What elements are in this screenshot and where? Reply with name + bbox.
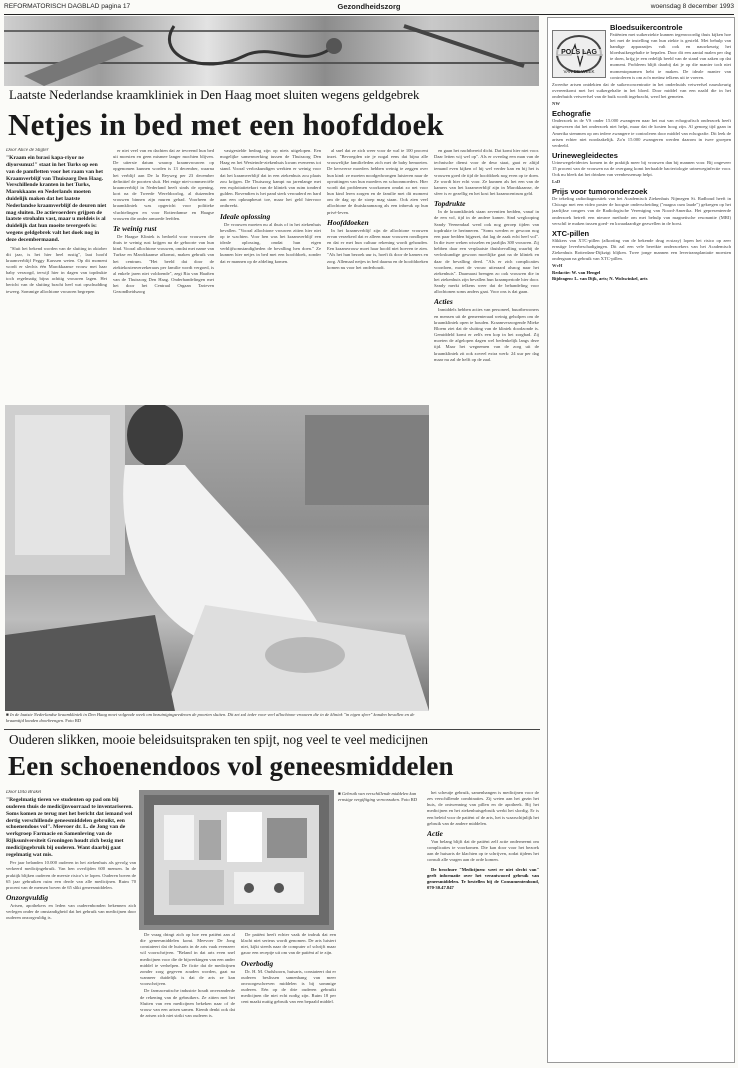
article1-subhead-hoofddoeken: Hoofddoeken xyxy=(327,217,369,227)
section-title: Gezondheidszorg xyxy=(337,2,401,11)
banner-illustration xyxy=(4,16,539,86)
article2-headline: Een schoenendoos vol geneesmiddelen xyxy=(8,751,454,781)
article1-col1-text: "Sluit het bekend worden van de sluiting in oktober dit jaar, is het hier heel rustig", laat hoofd kraamverblijf Peggy Karssen weten. Op dit moment wordt er slechts één Marokkaanse vrouw met haar baby verzorgd, terwijl hier in dagen van topdrukte toch regelmatig bijna achttig vrouwen lagen. Het bericht van de sluiting bracht heel wat opschudding teweeg. Sommige allochtone vrouwen begrepen xyxy=(6,245,107,294)
article1-subhead-rust: Te weinig rust xyxy=(113,223,157,233)
article2-column-3 xyxy=(241,932,336,1064)
stethoscope-icon xyxy=(4,16,539,86)
article1-col5-text: en gaan het nachtbereid dicht. Dat komt hier niet voor. Daar letten wij wel op". Als er overdag een man van de technische dienst voor de deur staat, gaat er altijd iemand even kijken of hij wel verder kan en bij het is vrouwen goed de tijd de hoofddoek nog even op te doen. Ze wordt hier echt voor. Ze kunnen als het een van de kamers van het kraamverblijf zijn in Marokkaanse, de sfeer is er gezellig en het kost het kraamcentrum geld. xyxy=(434,148,539,197)
sidebar-title-bloedsuiker: Bloedsuikercontrole xyxy=(610,23,683,32)
article1-subhead-topdrukte: Topdrukte xyxy=(434,199,466,209)
sidebar-sig-3: LsD xyxy=(552,179,561,185)
article1-column-1 xyxy=(6,148,107,405)
sidebar-title-echografie: Echografie xyxy=(552,109,591,119)
article2-col3-text: De patiënt heeft echter vaak de indruk dat een klacht niet serieus wordt genomen. De arts luistert niet, kijkt steeds naar de computer of schrijft maar gauw een receptje uit om van de patiënt af te zijn. xyxy=(241,932,336,956)
article2-col4-text: het scheutje gebruik, samenhangen is medicijnen voor de zes verschillende combinaties. Zij weten aan het gezin het huis, de ontwenning van pillen en de apotheek. Bij het medicijnen en het ziekenhuisgebruik werkt het slordig. Er is een beleid voor de patiënt of de arts, het is waarschijnlijk het gebruik van de andere middelen. xyxy=(427,790,539,826)
sidebar-text-prijs: De tekeling radiodiagnostiek van het Academisch Ziekenhuis Nijmegen St. Radboud heeft in Chicago met een video poster de hoogste onderscheiding ("magna cum laude") gekregen op het jaarlijkse congres van de Radiologische Vereniging van Noord-Amerika. Het gepresenteerde onderzoek betreft een nieuwe methode om met behulp van magnetische resonantie (MRI) verschil te maken tussen goed- en kwaadaardige gezwellen in de borst. xyxy=(552,196,731,226)
photo1-caption-block xyxy=(6,712,428,726)
article1-byline: Door Alice de Stigter xyxy=(6,148,49,153)
article1-intro: "Kraam ein bırasi kapa-riyor ne diyorsunuz!" staat in het Turks op een van de pamfletten voor het raam van het Kraamverblijf van Thuiszorg Den Haag. Verschillende kranten in het Turks, Marokkaans en Nederlands moeten duidelijk maken dat het laatste Nederlandse kraamverblijf de deuren niet mag sluiten. De actievoerders grijpen de laatste strohalm vast, maar u meldeis is al duidelijk dat hun moeite tevergeefs is: wegens geldgebrek valt het doek nog in deze decembermaand. xyxy=(6,155,107,243)
sidebar-text-echografie: Onderzoek in de VS onder 15.000 zwangeren naar het nut van echografisch onderzoek heeft uitgewezen dat het onderzoek niet helpt, maar dat de kosten hoog zijn. Al genoeg tijd gaan in Amerika stemmen op om iedere zwangere te controleren door middel van echografie. Dit leek de artsen echter niet noodzakelijk. Zo'n 15.000 zwangeren werden daarom in twee groepen verdeeld. xyxy=(552,118,731,148)
article2-column-1 xyxy=(6,790,136,1064)
sidebar-text-bloedsuiker-2: Zweedse artsen ontdekten dat de suikerconcentratie in het onderhuids vetweefsel nauwkeurig overeenkomt met het suikergehalte in het bloed. Door middel van een naald die in het onderhuids vetweefsel van de buik wordt ingebracht, werd het gemeten. xyxy=(552,82,731,100)
issue-date: woensdag 8 december 1993 xyxy=(650,3,734,10)
brochure-info: De brochure "Medicijnen: weet er niet slecht van" geeft informatie over het verantwoord gebruik van geneesmiddelen. Te bestellen bij de Consumentenbond, 070-30.47.847 xyxy=(427,866,539,891)
article2-col4b-text: Van belang blijft dat de patiënt zelf actie onderneemt om complicaties te voorkomen. Die kan door voor het bezoek aan de huisarts de klachten op te schrijven, zodat tijdens het consult alle vragen aan de orde komen. xyxy=(427,838,539,863)
article2-intro: "Regelmatig tieren we studenten op pad om bij ouderen thuis de medicijnvoorraad te inventariseren. Soms komen ze terug met het bericht dat iemand wel dertig verschillende geneesmiddelen gebruikt, een schoenendoos vol". Meevoer dr. L. de Jong van de werkgroep Farmacie en Samenleving van de Rijksuniversiteit Groningen houdt zich bezig met medicijngebruik bij ouderen. Want daarbij gaat regelmatig wat mis. xyxy=(6,797,133,858)
article2-col2b-text: De farmaceutische industrie houdt onveranderde de rekening van de gebruikers. Ze zitten met het Sluiten van een medicijnen bekeken naar of de vrouw van een artsen samen. Kiemb denkt ook dat de artsen zich niet strikt van ouderen is. xyxy=(140,988,235,1019)
article1-column-4 xyxy=(327,148,428,405)
article2-kicker: Ouderen slikken, mooie beleidsuitspraken ten spijt, nog veel te veel medicijnen xyxy=(9,732,428,747)
article1-col2b-text: De Haagse Kliniek is bedoeld voor vrouwen die thuis te weinig rust krijgen na de geboorte van hun kind. Vooral allochtone vrouwen, omdat met name van Turkse en Marokkaanse afkomst, maken gebruik van het centrum. "Het beeld dat door de ziektekostenverzekeraars per familie wordt vergoed, is al enkele jaren niet voldoende", zegt Ria van Haaften van de Thuiszorg Den Haag. Onderhandelingen met het door het Centraal Orgaan Tarieven Gezondheidszorg xyxy=(113,233,214,295)
article1-column-5 xyxy=(434,148,539,728)
article2-col2-text: De vraag dringt zich op hoe een patiënt aan al die geneesmiddelen komt. Meevoer De Jong constateert dat de huisarts in de arts vaak evenzeer wil voorschrijven. "Beland in dat arts even snel medicijnen voor die de bijwerkingen van een ander middel te verhelpen. De fictie dat de medicijnen zonder zorg gegeven zouden worden, gaat na wanneer duidelijk is dat de arts ze kan voorschrijven. xyxy=(140,932,235,987)
article1-kicker: Laatste Nederlandse kraamkliniek in Den Haag moet sluiten wegens geldgebrek xyxy=(9,88,420,102)
medicijnen-photo xyxy=(139,790,334,930)
sidebar-sig-5: WvH xyxy=(552,263,563,269)
article2-subhead-actie: Actie xyxy=(427,828,443,838)
sidebar-title-prijs: Prijs voor tumoronderzoek xyxy=(552,187,648,197)
article2-col1b-text: Artsen, apothekers en leden van ouderenbonden bekennen zich verlegen onder de omstandigheid dat het gebruik van medicijnen door ouderen onzorgvuldig is. xyxy=(6,903,136,921)
article1-col4-text: al snel dat ze zich weer voor de wal te 100 procent inzet. "Bevoegden zie je nogal eens dat bijna alle vrouwelijke familieleden zich met de baby bemoeien. De kersverse moeders hebben weinig te zeggen over hun kind: ze moeten noodgedwongen luisteren naar de opvattingen van hun moeders en schoonmoeders. Hier wordt dat problemen voorkomen omdat zo net voor hun kind leren zorgen en de familie met dit moment om de dag op de stoep mag staan. Ook zien veel allochtone de thuiskraamzorg als een inbreuk op hun privé-leven. xyxy=(327,148,428,215)
sidebar-credits: Redactie: W. van Hengel Bijdragen: L. van Dijk, arts; N. Wolswinkel, arts xyxy=(552,270,648,282)
sidebar-text-bloedsuiker: Patiënten met suikerziekte kunnen tegenwoordig thuis kijken hoe het met de instelling van hun ziekte is gesteld. Met behulp van handige apparaatjes valt ook en nauwkeurig het bloedsuikergehalte te bepalen. Door dit een aantal malen per dag te doen, krijg je een redelijk beeld van de stand van zaken op dat moment. Probleem blijft daarbij dat je op die manier toch niet momentopnamen hebt te maken. De ideale manier van controleren is om zo'n meting telkens uit te voeren. xyxy=(610,32,731,79)
article2-column-2 xyxy=(140,932,235,1064)
article1-subhead-acties: Acties xyxy=(434,297,453,307)
caption-bullet-icon: ■ xyxy=(6,712,10,717)
sidebar-title-xtc: XTC-pillen xyxy=(552,228,590,238)
article2-column-4 xyxy=(427,790,539,1064)
sidebar-sig-1: NW xyxy=(552,101,560,107)
caption-bullet-icon: ■ xyxy=(338,791,342,796)
photo1-credit: Foto RD xyxy=(65,717,82,723)
article1-subhead-ideale: Ideale oplossing xyxy=(220,211,271,221)
sidebar-text-urineweg: Urinewegeleidectes komen in de praktijk meer bij vrouwen dan bij mannen voor. Bij ongeveer 15 procent van de vrouwen na de overgang komt herhaalde bacteriologie urineweginfectie voor. Ook nu bleek dat het drinken van veenbessensap helpt. xyxy=(552,159,731,178)
article2-byline: Door Dita Brakel xyxy=(6,790,42,795)
article1-col5b-text: In de kraamkliniek staan zeventien bedden, vanaf in de een vol, tijd in de andere kamer. Sind weglooping Sandy Veenendaal werd ook nog geroep tijden van topdrukte te herinneren. "Soms werden er gewoon nog een paar bedden bijgezet, dat lag de zaak echt heel vol". In die twee weken wisselen en jaarlijks 300 vrouwen. Zij hebben daar een verplaatste thuisbevalling waarbij de verloskundige gewoon moeilijke gaat na de kliniek en daar de bevalling deed. "Als er zich complicaties voordoen, moet de vrouw uiteraard alsnog naar het ziekenhuis". Daarnaast brengen zo ook vrouwen die in het ziekenhuis zijn bevallen hun kraamperiode hier door. Sandy merkt telkens weer dat de behandeling voor allochtonen soms anders gaat. Voor ons is dat gaan. xyxy=(434,209,539,295)
photo1-caption: In de laatste Nederlandse kraamkliniek in Den Haag moet volgende week om bezuinigingsredenen de poorten sluiten. Dit zet zal ieder voor veel allochtone vrouwen die in de kliniek "in eigen sfeer" konden bevallen en de kraamtijd konden doorbrengen. xyxy=(6,712,415,723)
article1-col5c-text: Inmiddels hebben acties van personeel, buurtbewoners en mensen uit de gemeenteraad weinig geholpen om de kraamkliniek open te houden. Kraamverzorgende Mieke Bloem ziet dat de sluiting van de kliniek doodzonde is. Gemiddeld komt er zelfs een kop in het zorgbad. Zij moeten de afgelopen dagen wel bedenkelijk langs deze tijd. Maar het wegnemen van de zorg uit de kraamkliniek zit ook zoveel extra werk: 24 uur per dag maar nu zal de helft op de zaal. xyxy=(434,307,539,362)
pill-box-image xyxy=(139,790,334,930)
kraamkliniek-photo xyxy=(5,405,429,711)
article1-column-2 xyxy=(113,148,214,405)
article1-column-3 xyxy=(220,148,321,405)
article2-subhead-onzorgvuldig: Onzorgvuldig xyxy=(6,893,49,903)
header-rule xyxy=(4,14,734,15)
article1-col3-text: vastgestelde bedrag zijn op niets uitgelopen. Een mogelijke samenwerking tussen de Thuiszorg Den Haag en het Westeinde-ziekenhuis kwam eveneens tot stand. Vooral verloskundigen werkten er weinig voor dat het kraamverblijf dat in een ziekenhuis zou plaats zou krijgen. De Thuiszorg kampt na jarenlange met een exploitatietekort van de kliniek van ruim tonderd gulden. Bovendien is het pand sterk verouderd en hard aan een opknapbeurt toe, maar het geld hiervoor ontbreekt. xyxy=(220,148,321,209)
photo2-caption-block xyxy=(338,791,421,813)
sidebar-column xyxy=(552,82,731,1062)
article1-col3b-text: De vrouwen moeten nu al thuis of in het ziekenhuis bevallen. "Vooral allochtone vrouwen zitten hier niet op te wachten. Voor hen was het kraamverblijf een ideale oplossing, omdat hun eigen verblijfsomstandigheden de bevalling hen doen." Ze kunnen hier netjes in bed met een hoofddoek, zonder dat er mannen op de afdeling komen. xyxy=(220,221,321,264)
sidebar-text-xtc: Slikkers van XTC-pillen (afkorting van de bekende drug ecstasy) lopen het risico op zeer ernstige leverbeschadigingen. Dit zal een vele bereikte onderzoekers van het Academisch Ziekenhuis Rotterdam-Dijkzigt blijken. Twee jonge mannen een levertransplantatie moesten ondergaan na gebruik van XTC-pillen. xyxy=(552,237,731,261)
section-rule xyxy=(4,729,540,730)
photo2-credit: Foto RD xyxy=(401,796,418,802)
sidebar-item-bloedsuiker-top xyxy=(610,21,731,79)
logo-title: POLS LAG xyxy=(553,49,605,56)
sidebar-logo xyxy=(552,30,606,78)
article1-col4b-text: In het kraamverblijf zijn de allochtone vrouwen ervan verzekerd dat er alleen maar vrouwen rondlopen en dat er met hun cultuur rekening wordt gehouden. Een kraamvrouw moet haar hoofd niet hoeven te zien. "Als het hun bezoek uur is, hoeft ik door de kamers en zorg. Allemaal netjes in bed daarna en de hoofddoeken komen nu voor het onderhoudt. xyxy=(327,227,428,270)
logo-subtitle: VAN DE WEEK xyxy=(563,69,595,74)
article1-headline: Netjes in bed met een hoofddoek xyxy=(8,107,444,142)
photo2-caption: Gebruik van verschillende middelen kan ernstige vergiftiging veroorzaken. xyxy=(338,791,417,802)
sidebar-title-urineweg: Urinewegleidectes xyxy=(552,150,618,160)
paper-page-label: REFORMATORISCH DAGBLAD pagina 17 xyxy=(4,3,131,10)
nurse-with-baby-image xyxy=(5,405,429,711)
article1-col2-text: er niet veel van en dachten dat ze tevreend hun bed uit moesten en geen mismee langer mochten blijven. De uiterste datum waarop kraamvrouwen op opgenomen kunnen worden is 13 december, waarna het verblijf aan De la Reyweg per 23 december definitief de poorten sluit. Het enige niet-commerciële kraamverblijf in Nederland heeft sinds de opening, kort na de Tweede Wereldoorlog, al duizenden vrouwen binnen zijn muren gehad. Voorheen de kraamkliniek was opgericht voor politieke vluchtelingen en voor Rotterdamse en Haagse vrouwen die onder armoede leefden. xyxy=(113,148,214,221)
article2-col1-text: Per jaar belanden 10.000 ouderen in het ziekenhuis als gevolg van verkeerd medicijngebruik. Van hen overlijden 600 mensen. In de praktijk blijken ouderen de meeste risico's te lopen. Ouderen boven de 65 jaar gebruiken ruim een derde van alle medicijnen. Ruim 70 procent van de mensen boven de 65 slikt geneesmiddelen. xyxy=(6,860,136,890)
article2-subhead-overbodig: Overbodig xyxy=(241,958,274,968)
article2-col3b-text: Dr. H. M. Oudshoorn, huisarts, constateert dat er ouderen beslissen samenhang van meer onvoorgeschreven middelen is bij sommige ouderen. Eén op de drie ouderen gebruikt medicijnen die niet echt nodig zijn. Ruim 18 per cent maakt nuttig gebruik van een bepaald middel. xyxy=(241,968,336,1005)
